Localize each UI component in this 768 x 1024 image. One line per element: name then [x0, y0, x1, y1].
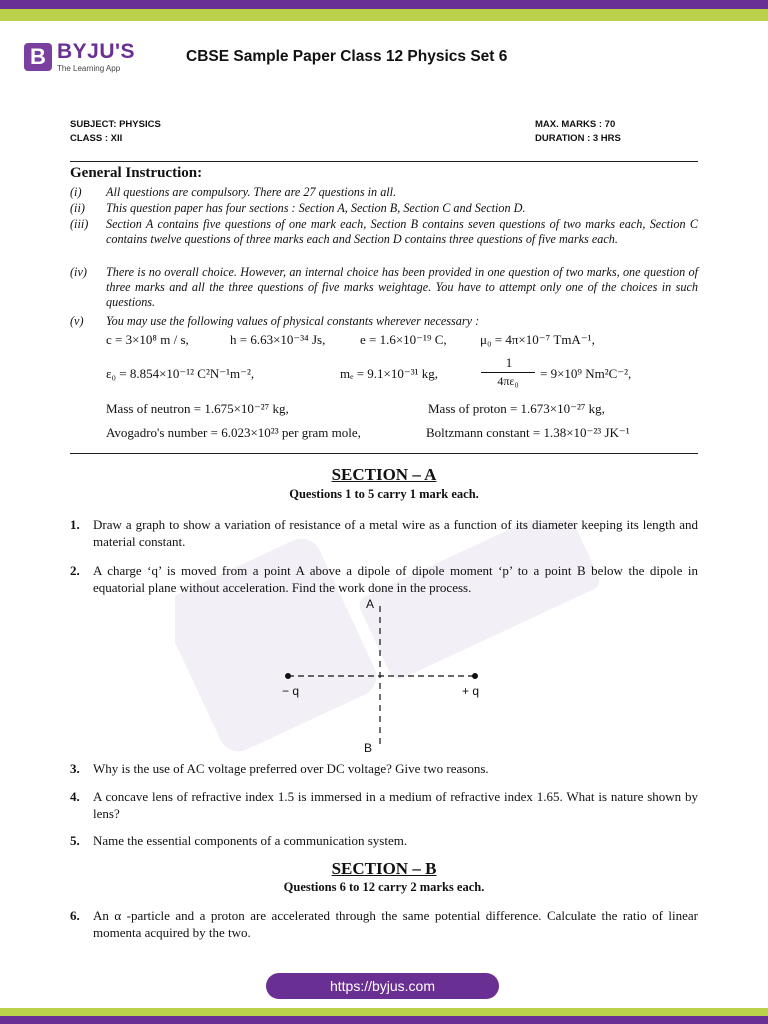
- question-number: 4.: [70, 789, 80, 804]
- subject-label: SUBJECT: PHYSICS: [70, 119, 161, 130]
- positive-charge-icon: [472, 673, 478, 679]
- question-number: 6.: [70, 908, 80, 923]
- section-a-subtitle: Questions 1 to 5 carry 1 mark each.: [289, 487, 479, 501]
- constant-mu0: μ₀ = 4π×10⁻⁷ TmA⁻¹,: [480, 332, 595, 347]
- instruction-number: (v): [70, 314, 84, 328]
- dipole-diagram: [270, 596, 500, 758]
- constant-neutron-mass: Mass of neutron = 1.675×10⁻²⁷ kg,: [106, 401, 289, 416]
- bottom-purple-stripe: [0, 1016, 768, 1024]
- constant-h: h = 6.63×10⁻³⁴ Js,: [230, 332, 326, 347]
- question-number: 2.: [70, 563, 80, 578]
- question-text: Name the essential components of a communication system.: [93, 833, 408, 848]
- question-text: Draw a graph to show a variation of resistance of a metal wire as a function of its diameter keeping its length and material constant.: [93, 517, 698, 549]
- brand-name: BYJU'S: [57, 40, 136, 63]
- constant-eps0: ε₀ = 8.854×10⁻¹² C²N⁻¹m⁻²,: [106, 366, 255, 381]
- constant-boltzmann: Boltzmann constant = 1.38×10⁻²³ JK⁻¹: [426, 425, 630, 440]
- instruction-number: (i): [70, 185, 82, 199]
- class-label: CLASS : XII: [70, 133, 123, 144]
- section-divider: [70, 453, 698, 454]
- instruction-number: (ii): [70, 201, 85, 215]
- section-b-heading: SECTION – B: [331, 859, 437, 878]
- question-number: 1.: [70, 517, 80, 532]
- constant-k: = 9×10⁹ Nm²C⁻²,: [540, 366, 632, 381]
- constant-me: mₑ = 9.1×10⁻³¹ kg,: [340, 366, 439, 381]
- instruction-number: (iv): [70, 265, 87, 279]
- constant-proton-mass: Mass of proton = 1.673×10⁻²⁷ kg,: [428, 401, 605, 416]
- footer-url-link[interactable]: https://byjus.com: [266, 973, 499, 999]
- question-number: 3.: [70, 761, 80, 776]
- instruction-text: All questions are compulsory. There are 27 questions in all.: [106, 185, 397, 199]
- fraction-denominator: 4πε₀: [497, 374, 519, 388]
- negative-charge-label: − q: [282, 684, 300, 698]
- duration-label: DURATION : 3 HRS: [535, 133, 621, 144]
- fraction-bar: [481, 372, 535, 373]
- instruction-text: You may use the following values of physical constants wherever necessary :: [106, 314, 480, 328]
- question-text: A charge ‘q’ is moved from a point A above a dipole of dipole moment ‘p’ to a point B below the dipole in equatorial plane without acceleration. Find the work done in the process.: [93, 563, 698, 595]
- instruction-text: This question paper has four sections : Section A, Section B, Section C and Section D.: [106, 201, 526, 215]
- question-text: An α -particle and a proton are accelerated through the same potential difference. Calculate the ratio of linear momenta acquired by the two.: [93, 908, 698, 940]
- point-a-label: A: [366, 597, 375, 611]
- instruction-number: (iii): [70, 217, 89, 231]
- max-marks-label: MAX. MARKS : 70: [535, 119, 616, 130]
- top-purple-stripe: [0, 0, 768, 9]
- brand-tagline: The Learning App: [57, 64, 121, 73]
- question-text: Why is the use of AC voltage preferred over DC voltage? Give two reasons.: [93, 761, 489, 776]
- point-b-label: B: [364, 741, 373, 755]
- bottom-green-stripe: [0, 1008, 768, 1016]
- constant-c: c = 3×10⁸ m / s,: [106, 332, 189, 347]
- constant-avogadro: Avogadro's number = 6.023×10²³ per gram mole,: [106, 425, 361, 440]
- question-number: 5.: [70, 833, 80, 848]
- instructions-title: General Instruction:: [70, 165, 203, 181]
- question-text: A concave lens of refractive index 1.5 is immersed in a medium of refractive index 1.65. What is nature shown by lens?: [93, 789, 698, 821]
- page-title: CBSE Sample Paper Class 12 Physics Set 6: [186, 48, 508, 65]
- section-b-subtitle: Questions 6 to 12 carry 2 marks each.: [283, 880, 485, 894]
- byjus-logo-icon: B: [24, 43, 52, 71]
- top-green-stripe: [0, 9, 768, 21]
- instruction-text: Section A contains five questions of one mark each, Section B contains seven questions of two marks each, Section C contains twelve questions of three marks each and Section D contains three questions of five marks each.: [106, 217, 698, 246]
- negative-charge-icon: [285, 673, 291, 679]
- positive-charge-label: + q: [462, 684, 480, 698]
- header-divider: [70, 161, 698, 162]
- constant-e: e = 1.6×10⁻¹⁹ C,: [360, 332, 447, 347]
- instruction-text: There is no overall choice. However, an internal choice has been provided in one question of two marks, one question of three marks and all the three questions of five marks weightage. You have to attempt only one of the choices in such questions.: [106, 265, 698, 309]
- fraction-numerator: 1: [505, 355, 513, 370]
- section-a-heading: SECTION – A: [331, 465, 437, 484]
